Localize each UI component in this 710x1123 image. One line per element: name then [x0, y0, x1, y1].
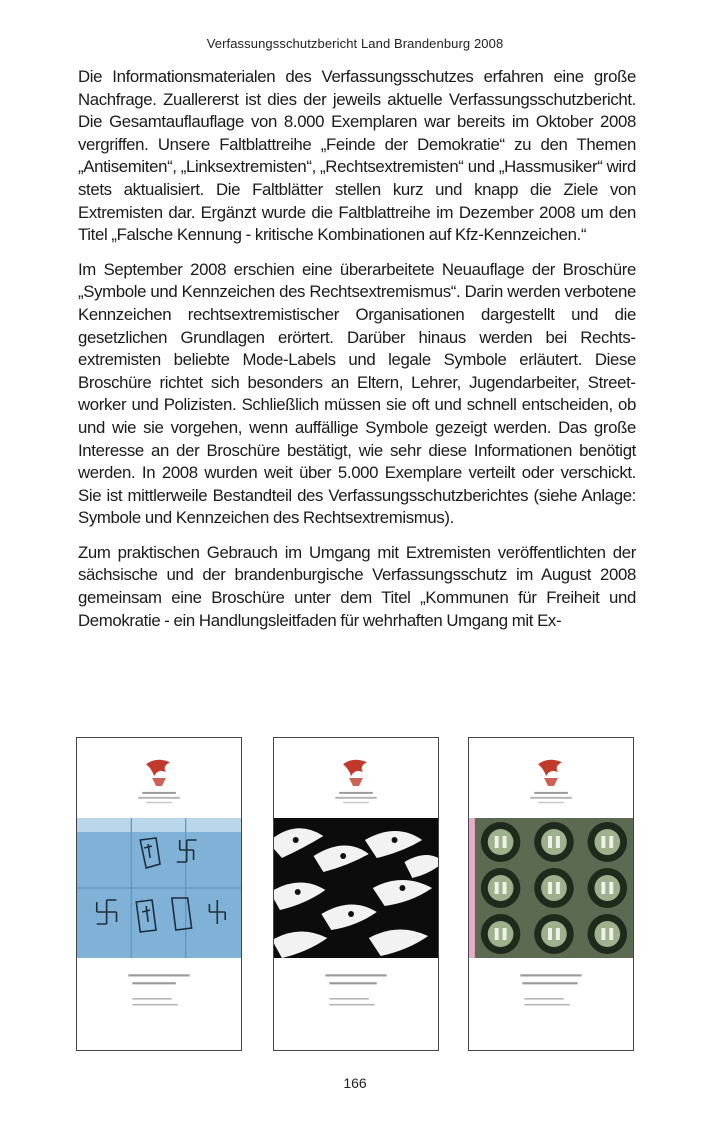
paragraph-2: Im September 2008 erschien eine überarbeitete Neuauflage der Broschüre „Symbole und Kennzeichen des Rechtsextremismus“. Darin werden verbotene Kennzeichen rechtsextremistischer Organisationen dargestellt und die gesetzlichen Grundlagen erörtert. Darüber hinaus werden bei Rechtsextremisten beliebte Mode-Labels und legale Symbole erläutert. Diese Broschüre richtet sich besonders an Eltern, Lehrer, Jugendarbeiter, Streetworker und Polizisten. Schließlich müssen sie oft und schnell entscheiden, ob und wie sie vorgehen, wenn auffällige Symbole gezeigt werden. Das große Interesse an der Broschüre bestätigt, wie sehr diese Informationen benötigt werden. In 2008 wurden weit über 5.000 Exemplare verteilt oder verschickt. Sie ist mittlerweile Bestandteil des Verfassungsschutzberichtes (siehe Anlage: Symbole und Kennzeichen des Rechtsextremismus).	[78, 259, 636, 528]
paragraph-3: Zum praktischen Gebrauch im Umgang mit Extremisten veröffentlichten der sächsische und der brandenburgische Verfassungsschutz im August 2008 gemeinsam eine Broschüre unter dem Titel „Kommunen für Freiheit und Demokratie - ein Handlungsleitfaden für wehrhaften Umgang mit Ex-	[78, 542, 636, 630]
cover-title-lines	[469, 968, 633, 1028]
brandenburg-eagle-logo	[274, 754, 438, 812]
cover-title-lines	[274, 968, 438, 1028]
paragraph-1: Die Informationsmaterialen des Verfassungsschutzes erfahren eine große Nachfrage. Zuallererst ist dies der jeweils aktuelle Verfassungsschutzbericht. Die Gesamtauflauflage von 8.000 Exemplaren war bereits im Oktober 2008 vergriffen. Unsere Faltblattreihe „Feinde der Demokratie“ zu den Themen „Antisemiten“, „Linksextremisten“, „Rechtsextremisten“ und „Hassmusiker“ wird stets aktualisiert. Die Faltblätter stellen kurz und knapp die Ziele von Extremisten dar. Ergänzt wurde die Faltblattreihe im Dezember 2008 um den Titel „Falsche Kennung - kritische Kombinationen auf Kfz-Kennzeichen.“	[78, 67, 636, 245]
page-number: 166	[343, 1075, 367, 1091]
brandenburg-eagle-logo	[469, 754, 633, 812]
body-text	[78, 66, 636, 644]
brochure-cover-linksextremisten	[273, 737, 439, 1051]
brochure-cover-rechtsextremisten	[468, 737, 634, 1051]
antisemiten-cover-photo	[77, 818, 241, 958]
brochure-covers	[76, 737, 636, 1053]
cover-title-lines	[77, 968, 241, 1028]
brandenburg-eagle-logo	[77, 754, 241, 812]
running-header: Verfassungsschutzbericht Land Brandenburg 2008	[206, 36, 504, 51]
rechtsextremisten-cover-photo	[469, 818, 633, 958]
linksextremisten-cover-photo	[274, 818, 438, 958]
brochure-cover-antisemiten	[76, 737, 242, 1051]
